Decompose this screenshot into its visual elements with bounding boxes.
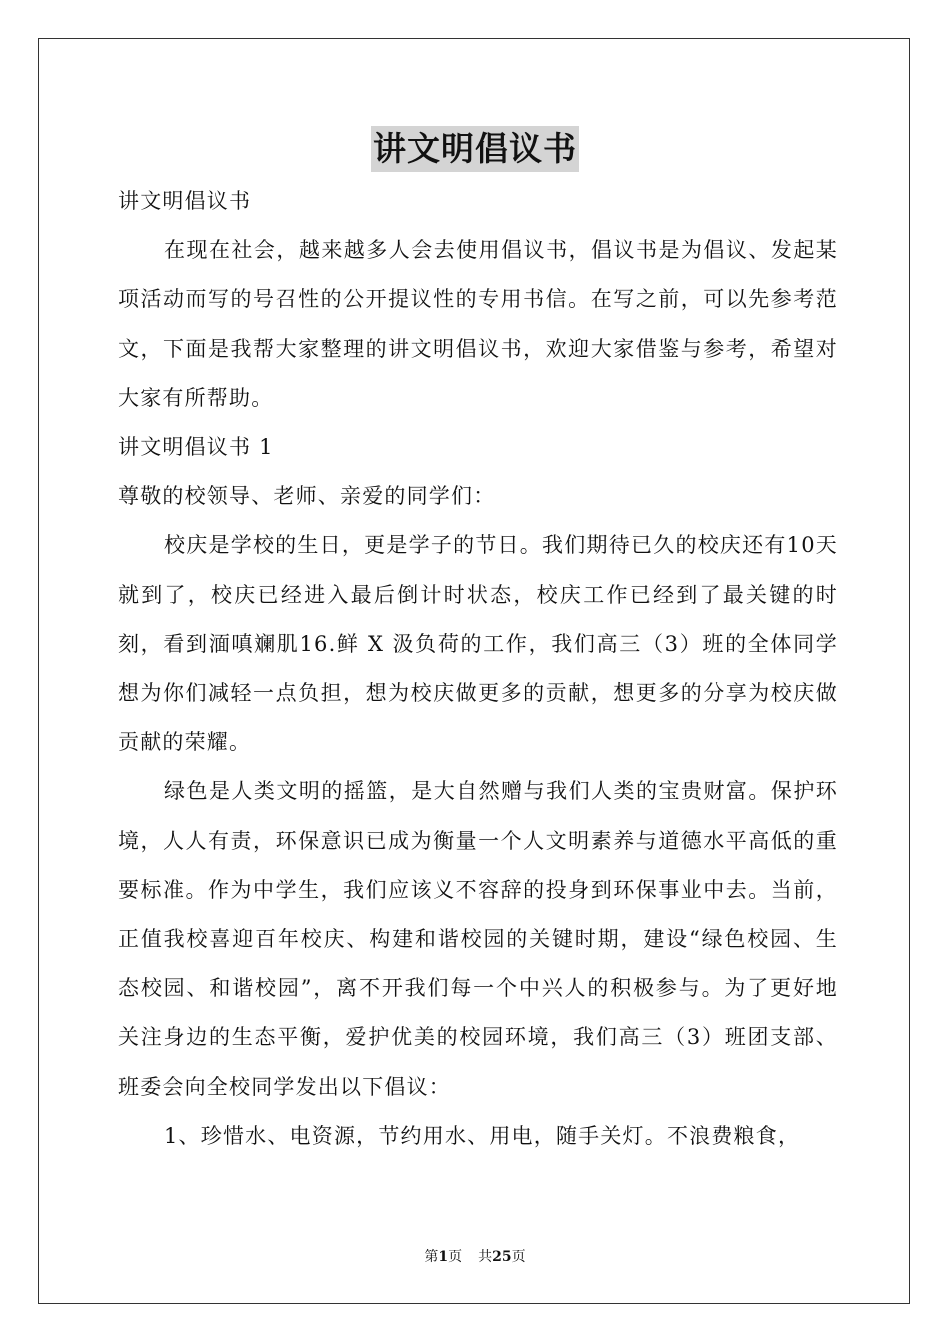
current-page-number: 1 [438, 1249, 449, 1265]
total-suffix: 页 [511, 1249, 526, 1265]
document-title: 讲文明倡议书 [371, 126, 579, 172]
page-footer [0, 1246, 950, 1266]
paragraph: 讲文明倡议书 1 [118, 435, 274, 460]
page-prefix: 第 [424, 1249, 439, 1265]
paragraph: 校庆是学校的生日，更是学子的节日。我们期待已久的校庆还有10天就到了，校庆已经进入最后倒计时状态，校庆工作已经到了最关键的时刻，看到湎嗔斓肌16.鲜 X 汲负荷的工作，我们高三（3）班的全体同学想为你们减轻一点负担，想为校庆做更多的贡献，想更多的分享为校庆做贡献的荣耀。 [118, 533, 838, 755]
title-container [0, 126, 950, 172]
paragraph: 绿色是人类文明的摇篮，是大自然赠与我们人类的宝贵财富。保护环境，人人有责，环保意识已成为衡量一个人文明素养与道德水平高低的重要标准。作为中学生，我们应该义不容辞的投身到环保事业中去。当前，正值我校喜迎百年校庆、构建和谐校园的关键时期，建设“绿色校园、生态校园、和谐校园”，离不开我们每一个中兴人的积极参与。为了更好地关注身边的生态平衡，爱护优美的校园环境，我们高三（3）班团支部、班委会向全校同学发出以下倡议： [118, 779, 838, 1099]
document-body [118, 177, 838, 1161]
paragraph: 尊敬的校领导、老师、亲爱的同学们： [118, 484, 496, 509]
total-page-count: 25 [492, 1249, 512, 1265]
paragraph: 1、珍惜水、电资源，节约用水、用电，随手关灯。不浪费粮食， [164, 1123, 801, 1148]
paragraph: 讲文明倡议书 [118, 189, 252, 213]
paragraph: 在现在社会，越来越多人会去使用倡议书，倡议书是为倡议、发起某项活动而写的号召性的公开提议性的专用书信。在写之前，可以先参考范文，下面是我帮大家整理的讲文明倡议书，欢迎大家借鉴与参考，希望对大家有所帮助。 [118, 238, 838, 410]
page-suffix: 页 [448, 1249, 463, 1265]
total-prefix: 共 [478, 1249, 493, 1265]
